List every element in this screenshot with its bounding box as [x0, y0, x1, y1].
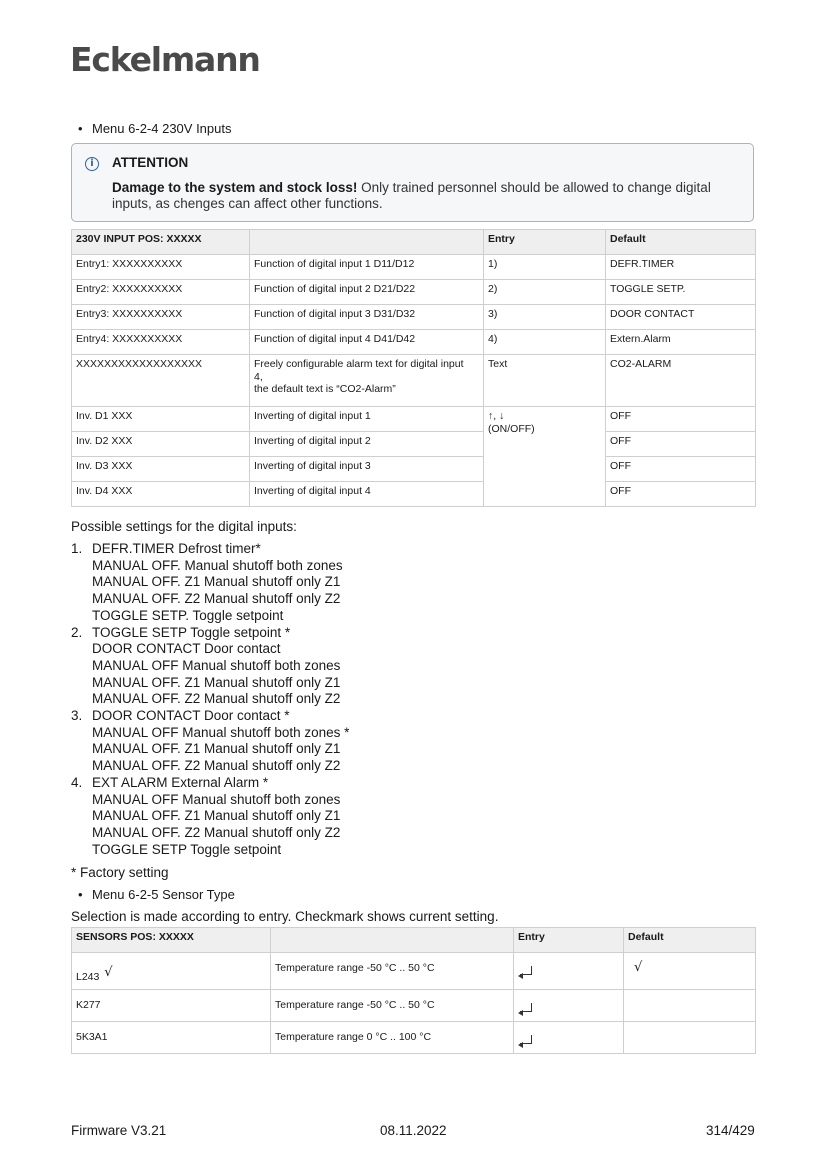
- table-row: [72, 280, 756, 305]
- possible-settings-heading: Possible settings for the digital inputs:: [71, 519, 297, 534]
- attention-body-text: Only trained personnel should be allowed to change digital inputs, as chenges can affect other functions.: [112, 180, 711, 211]
- table-cell: [514, 1022, 624, 1054]
- table-header-row: [72, 928, 756, 953]
- table-cell: K277: [72, 990, 271, 1022]
- table-cell: TOGGLE SETP.: [606, 280, 756, 305]
- list-sub-item: MANUAL OFF. Z1 Manual shutoff only Z1: [92, 574, 341, 590]
- list-title: EXT ALARM External Alarm *: [92, 774, 269, 790]
- on-off-entry: (ON/OFF): [488, 422, 535, 435]
- table-cell: Function of digital input 3 D31/D32: [250, 305, 484, 330]
- settings-list: [71, 541, 349, 858]
- table-row: [72, 305, 756, 330]
- footer-date: 08.11.2022: [380, 1123, 447, 1138]
- table-cell: 2): [484, 280, 606, 305]
- table-cell: Function of digital input 4 D41/D42: [250, 330, 484, 355]
- list-sub-item: MANUAL OFF. Manual shutoff both zones: [92, 557, 343, 573]
- table-row: [72, 407, 756, 432]
- footer-firmware: Firmware V3.21: [71, 1123, 167, 1138]
- table-cell: Inv. D4 XXX: [72, 482, 250, 507]
- list-sub-item: MANUAL OFF Manual shutoff both zones *: [92, 724, 350, 740]
- table-cell: Temperature range -50 °C .. 50 °C: [271, 953, 514, 990]
- table-cell: Inverting of digital input 2: [250, 432, 484, 457]
- table-cell: Inverting of digital input 4: [250, 482, 484, 507]
- alarm-text-desc-3: the default text is “CO2-Alarm”: [254, 383, 396, 395]
- header-cell: 230V INPUT POS: XXXXX: [72, 230, 250, 255]
- list-number: 3.: [71, 708, 83, 724]
- header-cell: Default: [606, 230, 756, 255]
- table-cell: OFF: [606, 457, 756, 482]
- header-cell: Entry: [484, 230, 606, 255]
- list-number: 1.: [71, 541, 83, 556]
- footer-page-number: 314/429: [706, 1123, 755, 1138]
- list-item: [71, 775, 349, 859]
- attention-bold-text: Damage to the system and stock loss!: [112, 180, 358, 195]
- list-sub-item: MANUAL OFF Manual shutoff both zones: [92, 791, 341, 807]
- table-cell: OFF: [606, 407, 756, 432]
- table-cell: Inv. D3 XXX: [72, 457, 250, 482]
- table-cell: DEFR.TIMER: [606, 255, 756, 280]
- alarm-text-row: [72, 355, 756, 407]
- table-row: [72, 330, 756, 355]
- list-number: 2.: [71, 624, 83, 640]
- menu-624-label: Menu 6-2-4 230V Inputs: [92, 121, 232, 136]
- list-sub-item: MANUAL OFF. Z2 Manual shutoff only Z2: [92, 591, 341, 607]
- table-cell: 4): [484, 330, 606, 355]
- header-cell: Entry: [514, 928, 624, 953]
- table-cell: Extern.Alarm: [606, 330, 756, 355]
- bullet-dot: •: [78, 887, 83, 902]
- factory-setting-note: * Factory setting: [71, 865, 169, 880]
- list-sub-item: MANUAL OFF. Z2 Manual shutoff only Z2: [92, 758, 341, 774]
- sensor-name: L243: [76, 970, 100, 983]
- table-cell: Text: [484, 355, 606, 407]
- table-cell: Entry1: XXXXXXXXXX: [72, 255, 250, 280]
- list-sub-item: MANUAL OFF. Z2 Manual shutoff only Z2: [92, 824, 341, 840]
- table-cell: Inverting of digital input 1: [250, 407, 484, 432]
- list-sub-item: DOOR CONTACT Door contact: [92, 641, 281, 657]
- table-cell: XXXXXXXXXXXXXXXXXX: [72, 355, 250, 407]
- table-cell: Entry3: XXXXXXXXXX: [72, 305, 250, 330]
- list-item: [71, 708, 349, 775]
- list-sub-item: MANUAL OFF. Z2 Manual shutoff only Z2: [92, 691, 341, 707]
- attention-box: [71, 143, 754, 222]
- table-cell: Inv. D1 XXX: [72, 407, 250, 432]
- menu-624-bullet: [78, 121, 231, 136]
- table-cell: [624, 953, 756, 990]
- list-title: TOGGLE SETP Toggle setpoint *: [92, 624, 291, 640]
- table-cell: Inverting of digital input 3: [250, 457, 484, 482]
- list-title: DEFR.TIMER Defrost timer*: [92, 541, 261, 556]
- table-cell: Temperature range 0 °C .. 100 °C: [271, 1022, 514, 1054]
- table-cell: [484, 407, 606, 507]
- table-row: [72, 482, 756, 507]
- list-number: 4.: [71, 774, 83, 790]
- list-sub-item: TOGGLE SETP Toggle setpoint: [92, 841, 282, 857]
- menu-625-label: Menu 6-2-5 Sensor Type: [92, 887, 235, 902]
- table-cell: Entry2: XXXXXXXXXX: [72, 280, 250, 305]
- table-cell: [514, 953, 624, 990]
- table-row: [72, 255, 756, 280]
- enter-icon: [520, 1035, 532, 1044]
- table-cell: [72, 953, 271, 990]
- table-header-row: [72, 230, 756, 255]
- list-sub-item: TOGGLE SETP. Toggle setpoint: [92, 607, 284, 623]
- eckelmann-logo: Eckelmann: [70, 40, 260, 79]
- table-cell: Temperature range -50 °C .. 50 °C: [271, 990, 514, 1022]
- table-cell: 3): [484, 305, 606, 330]
- list-item: [71, 541, 349, 625]
- list-sub-item: MANUAL OFF. Z1 Manual shutoff only Z1: [92, 674, 341, 690]
- table-cell: [514, 990, 624, 1022]
- list-sub-item: MANUAL OFF. Z1 Manual shutoff only Z1: [92, 741, 341, 757]
- checkmark-icon: √: [104, 964, 113, 980]
- table-row: [72, 432, 756, 457]
- table-cell: 5K3A1: [72, 1022, 271, 1054]
- table-cell: Entry4: XXXXXXXXXX: [72, 330, 250, 355]
- table-cell: [624, 1022, 756, 1054]
- table-cell: [250, 355, 484, 407]
- table-cell: 1): [484, 255, 606, 280]
- header-cell: [250, 230, 484, 255]
- attention-text: [112, 180, 742, 212]
- header-cell: Default: [624, 928, 756, 953]
- table-cell: [624, 990, 756, 1022]
- table-cell: CO2-ALARM: [606, 355, 756, 407]
- list-item: [71, 625, 349, 709]
- enter-icon: [520, 1003, 532, 1012]
- attention-title: ATTENTION: [112, 155, 189, 170]
- arrows-entry: ↑, ↓: [488, 410, 505, 422]
- inputs-table: [71, 229, 756, 507]
- header-cell: [271, 928, 514, 953]
- checkmark-icon: √: [634, 960, 643, 975]
- alarm-text-desc-2: 4,: [254, 370, 263, 383]
- info-icon: i: [85, 157, 99, 171]
- alarm-text-desc-1: Freely configurable alarm text for digital input: [254, 358, 464, 370]
- table-cell: DOOR CONTACT: [606, 305, 756, 330]
- list-sub-item: MANUAL OFF. Z1 Manual shutoff only Z1: [92, 808, 341, 824]
- list-sub-item: MANUAL OFF Manual shutoff both zones: [92, 657, 341, 673]
- table-cell: OFF: [606, 482, 756, 507]
- selection-text: Selection is made according to entry. Checkmark shows current setting.: [71, 909, 499, 924]
- bullet-dot: •: [78, 121, 83, 136]
- sensors-table: [71, 927, 756, 1054]
- table-cell: Inv. D2 XXX: [72, 432, 250, 457]
- table-row: [72, 1022, 756, 1054]
- table-row: [72, 457, 756, 482]
- table-row: [72, 990, 756, 1022]
- table-cell: OFF: [606, 432, 756, 457]
- list-title: DOOR CONTACT Door contact *: [92, 708, 290, 724]
- table-cell: Function of digital input 2 D21/D22: [250, 280, 484, 305]
- table-row: [72, 953, 756, 990]
- header-cell: SENSORS POS: XXXXX: [72, 928, 271, 953]
- enter-icon: [520, 966, 532, 975]
- menu-625-bullet: [78, 887, 235, 902]
- table-cell: Function of digital input 1 D11/D12: [250, 255, 484, 280]
